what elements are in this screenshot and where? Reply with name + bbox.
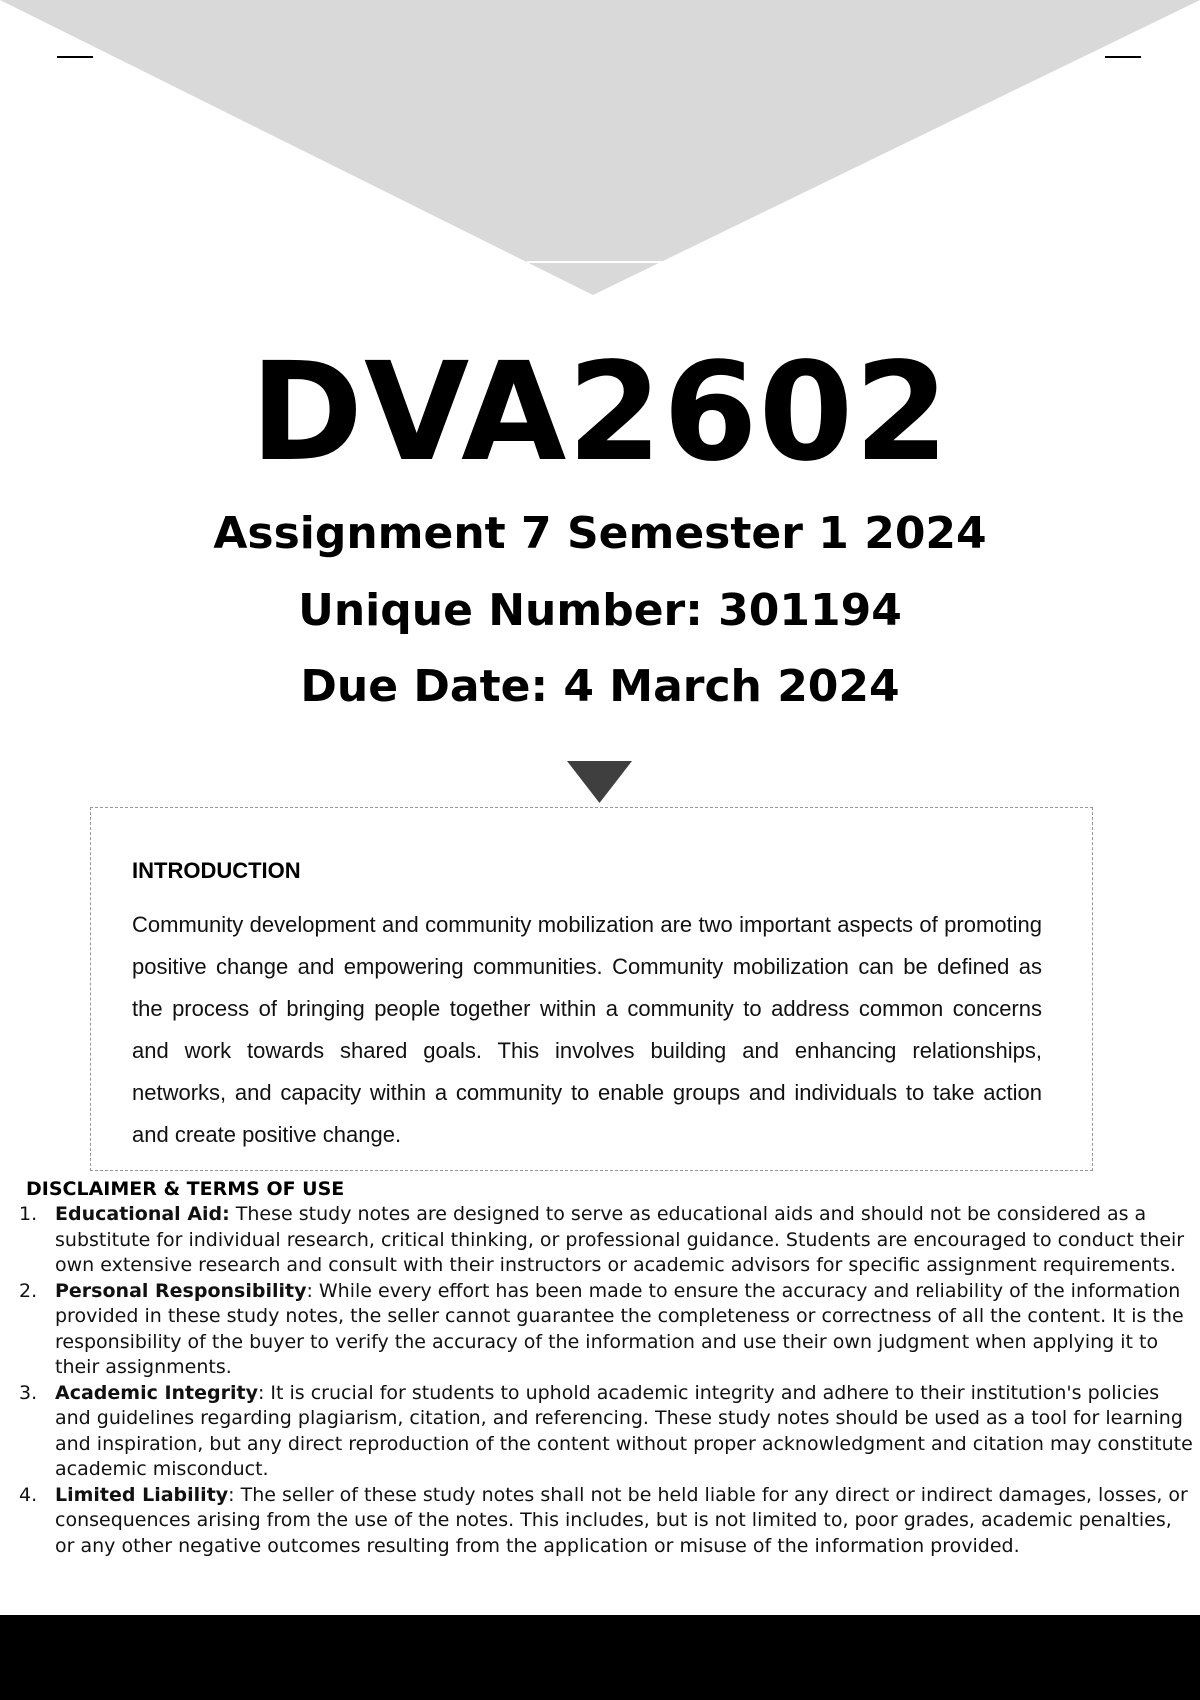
term-title: Educational Aid: <box>55 1203 230 1225</box>
term-item-academic-integrity <box>0 1381 1195 1483</box>
term-title: Limited Liability <box>55 1483 229 1506</box>
assignment-subtitle: Assignment 7 Semester 1 2024 <box>213 508 987 559</box>
corner-mark-left <box>57 56 93 58</box>
term-number: 4. <box>19 1483 38 1506</box>
term-item-educational-aid <box>0 1202 1195 1279</box>
introduction-heading: INTRODUCTION <box>132 858 301 883</box>
term-text: : While every effort has been made to ensure the accuracy and reliability of the information provided in these study notes, the seller cannot guarantee the completeness or correctness of all the content. It is the responsibility of the buyer to verify the accuracy of the information and use their own judgment when applying it to their assignments. <box>55 1279 1184 1378</box>
corner-mark-right <box>1105 56 1141 58</box>
terms-list <box>0 1202 1195 1559</box>
term-item-limited-liability <box>0 1483 1195 1560</box>
course-code-title: DVA2602 <box>250 334 950 492</box>
term-number: 3. <box>19 1381 38 1404</box>
term-text: These study notes are designed to serve as educational aids and should not be considered as a substitute for individual research, critical thinking, or professional guidance. Students are encouraged to conduct their own extensive research and consult with their instructors or academic advisors for specific assignment requirements. <box>55 1203 1185 1276</box>
disclaimer-heading: DISCLAIMER & TERMS OF USE <box>26 1178 345 1200</box>
header-chevron-graphic <box>0 0 1200 300</box>
term-item-personal-responsibility <box>0 1279 1195 1381</box>
term-text: : The seller of these study notes shall not be held liable for any direct or indirect damages, losses, or consequences arising from the use of the notes. This includes, but is not limited to, poor grades, academic penalties, or any other negative outcomes resulting from the application or misuse of the information provided. <box>55 1483 1188 1557</box>
term-title: Academic Integrity <box>55 1381 258 1404</box>
term-text: : It is crucial for students to uphold academic integrity and adhere to their institution's policies and guidelines regarding plagiarism, citation, and referencing. These study notes should be used as a tool for learning and inspiration, but any direct reproduction of the content without proper acknowledgment and citation may constitute academic misconduct. <box>55 1381 1193 1480</box>
bottom-black-bar <box>0 1615 1200 1700</box>
term-number: 1. <box>19 1203 38 1225</box>
unique-number: Unique Number: 301194 <box>298 585 902 636</box>
term-number: 2. <box>19 1279 38 1302</box>
down-triangle-icon <box>567 761 632 803</box>
due-date: Due Date: 4 March 2024 <box>300 661 900 712</box>
introduction-text: Community development and community mobilization are two important aspects of promoting positive change and empowering communities. Community mobilization can be defined as the process of bringing people together within a community to address common concerns and work towards shared goals. This involves building and enhancing relationships, networks, and capacity within a community to enable groups and individuals to take action and create positive change. <box>132 912 1042 1147</box>
term-title: Personal Responsibility <box>55 1279 307 1302</box>
